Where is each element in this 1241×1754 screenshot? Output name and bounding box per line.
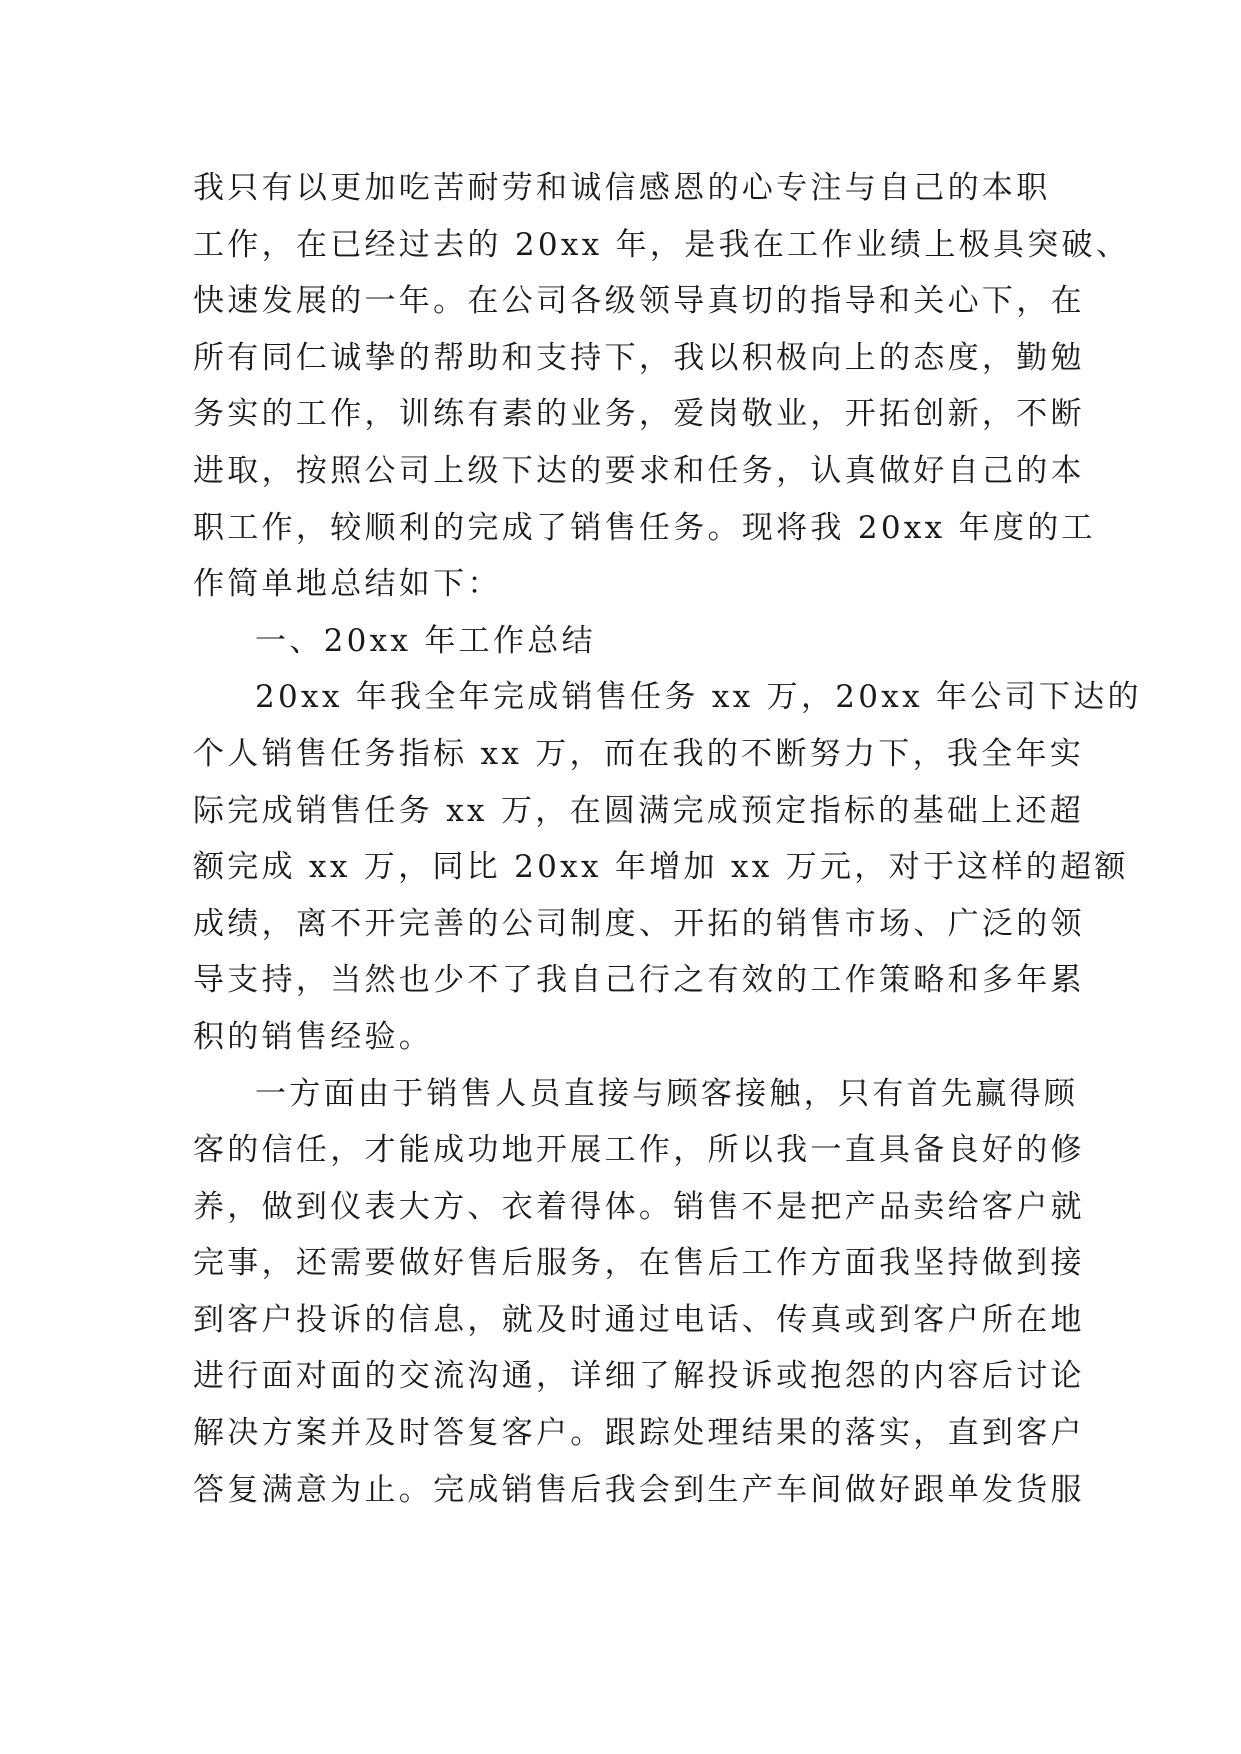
text-line: 完事，还需要做好售后服务，在售后工作方面我坚持做到接 bbox=[193, 1245, 1085, 1282]
text-line: 导支持，当然也少不了我自己行之有效的工作策略和多年累 bbox=[193, 962, 1085, 999]
text-line: 20xx 年我全年完成销售任务 xx 万，20xx 年公司下达的 bbox=[255, 679, 1142, 716]
text-line: 进取，按照公司上级下达的要求和任务，认真做好自己的本 bbox=[193, 452, 1085, 489]
text-line: 到客户投诉的信息，就及时通过电话、传真或到客户所在地 bbox=[193, 1301, 1085, 1338]
text-line: 客的信任，才能成功地开展工作，所以我一直具备良好的修 bbox=[193, 1132, 1085, 1169]
text-line: 工作，在已经过去的 20xx 年，是我在工作业绩上极具突破、 bbox=[193, 226, 1131, 263]
text-line: 养，做到仪表大方、衣着得体。销售不是把产品卖给客户就 bbox=[193, 1188, 1085, 1225]
document-body bbox=[193, 160, 1142, 1518]
text-line: 解决方案并及时答复客户。跟踪处理结果的落实，直到客户 bbox=[193, 1415, 1085, 1452]
text-line: 答复满意为止。完成销售后我会到生产车间做好跟单发货服 bbox=[193, 1471, 1085, 1508]
text-line: 个人销售任务指标 xx 万，而在我的不断努力下，我全年实 bbox=[193, 735, 1085, 772]
text-line: 我只有以更加吃苦耐劳和诚信感恩的心专注与自己的本职 bbox=[193, 170, 1051, 206]
text-line: 职工作，较顺利的完成了销售任务。现将我 20xx 年度的工 bbox=[193, 509, 1096, 546]
text-line: 际完成销售任务 xx 万，在圆满完成预定指标的基础上还超 bbox=[193, 792, 1085, 829]
text-line: 积的销售经验。 bbox=[193, 1018, 434, 1055]
text-line: 所有同仁诚挚的帮助和支持下，我以积极向上的态度，勤勉 bbox=[193, 339, 1085, 376]
text-line: 进行面对面的交流沟通，详细了解投诉或抱怨的内容后讨论 bbox=[193, 1358, 1085, 1395]
text-line: 快速发展的一年。在公司各级领导真切的指导和关心下，在 bbox=[193, 283, 1085, 320]
text-line: 成绩，离不开完善的公司制度、开拓的销售市场、广泛的领 bbox=[193, 905, 1085, 942]
text-line: 务实的工作，训练有素的业务，爱岗敬业，开拓创新，不断 bbox=[193, 396, 1085, 433]
text-line: 一方面由于销售人员直接与顾客接触，只有首先赢得顾 bbox=[255, 1075, 1079, 1112]
text-line: 作简单地总结如下： bbox=[193, 566, 502, 603]
text-line: 额完成 xx 万，同比 20xx 年增加 xx 万元，对于这样的超额 bbox=[193, 849, 1129, 886]
text-line: 一、20xx 年工作总结 bbox=[255, 622, 596, 659]
